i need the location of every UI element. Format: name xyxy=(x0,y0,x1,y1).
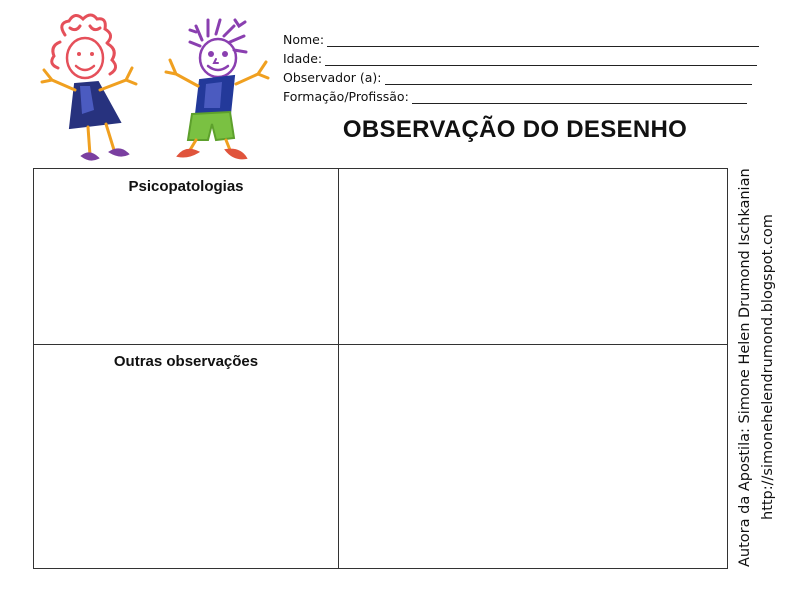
page-title: OBSERVAÇÃO DO DESENHO xyxy=(342,116,688,143)
field-observador xyxy=(283,66,763,85)
field-label-nome: Nome: xyxy=(283,32,325,47)
blog-url[interactable]: http://simonehelendrumond.blogspot.com xyxy=(760,214,776,520)
cell-psicopatologias-notes[interactable] xyxy=(339,169,727,344)
observation-table xyxy=(33,168,728,569)
field-label-observador: Observador (a): xyxy=(283,70,382,85)
field-label-idade: Idade: xyxy=(283,51,323,66)
children-drawing-illustration xyxy=(30,10,280,165)
row-label-outras-observacoes: Outras observações xyxy=(113,353,259,370)
identification-form xyxy=(283,28,763,104)
field-formacao xyxy=(283,85,763,104)
author-credit: Autora da Apostila: Simone Helen Drumond Ischkanian xyxy=(737,168,753,567)
row-label-psicopatologias: Psicopatologias xyxy=(128,178,244,195)
boy-figure xyxy=(166,20,268,158)
field-label-formacao: Formação/Profissão: xyxy=(283,89,409,104)
field-nome xyxy=(283,28,763,47)
field-line-formacao[interactable] xyxy=(412,92,747,104)
cell-outras-observacoes-notes[interactable] xyxy=(339,345,727,568)
field-idade xyxy=(283,47,763,66)
field-line-idade[interactable] xyxy=(325,54,757,66)
field-line-observador[interactable] xyxy=(385,73,752,85)
field-line-nome[interactable] xyxy=(327,35,759,47)
girl-figure xyxy=(42,15,136,160)
